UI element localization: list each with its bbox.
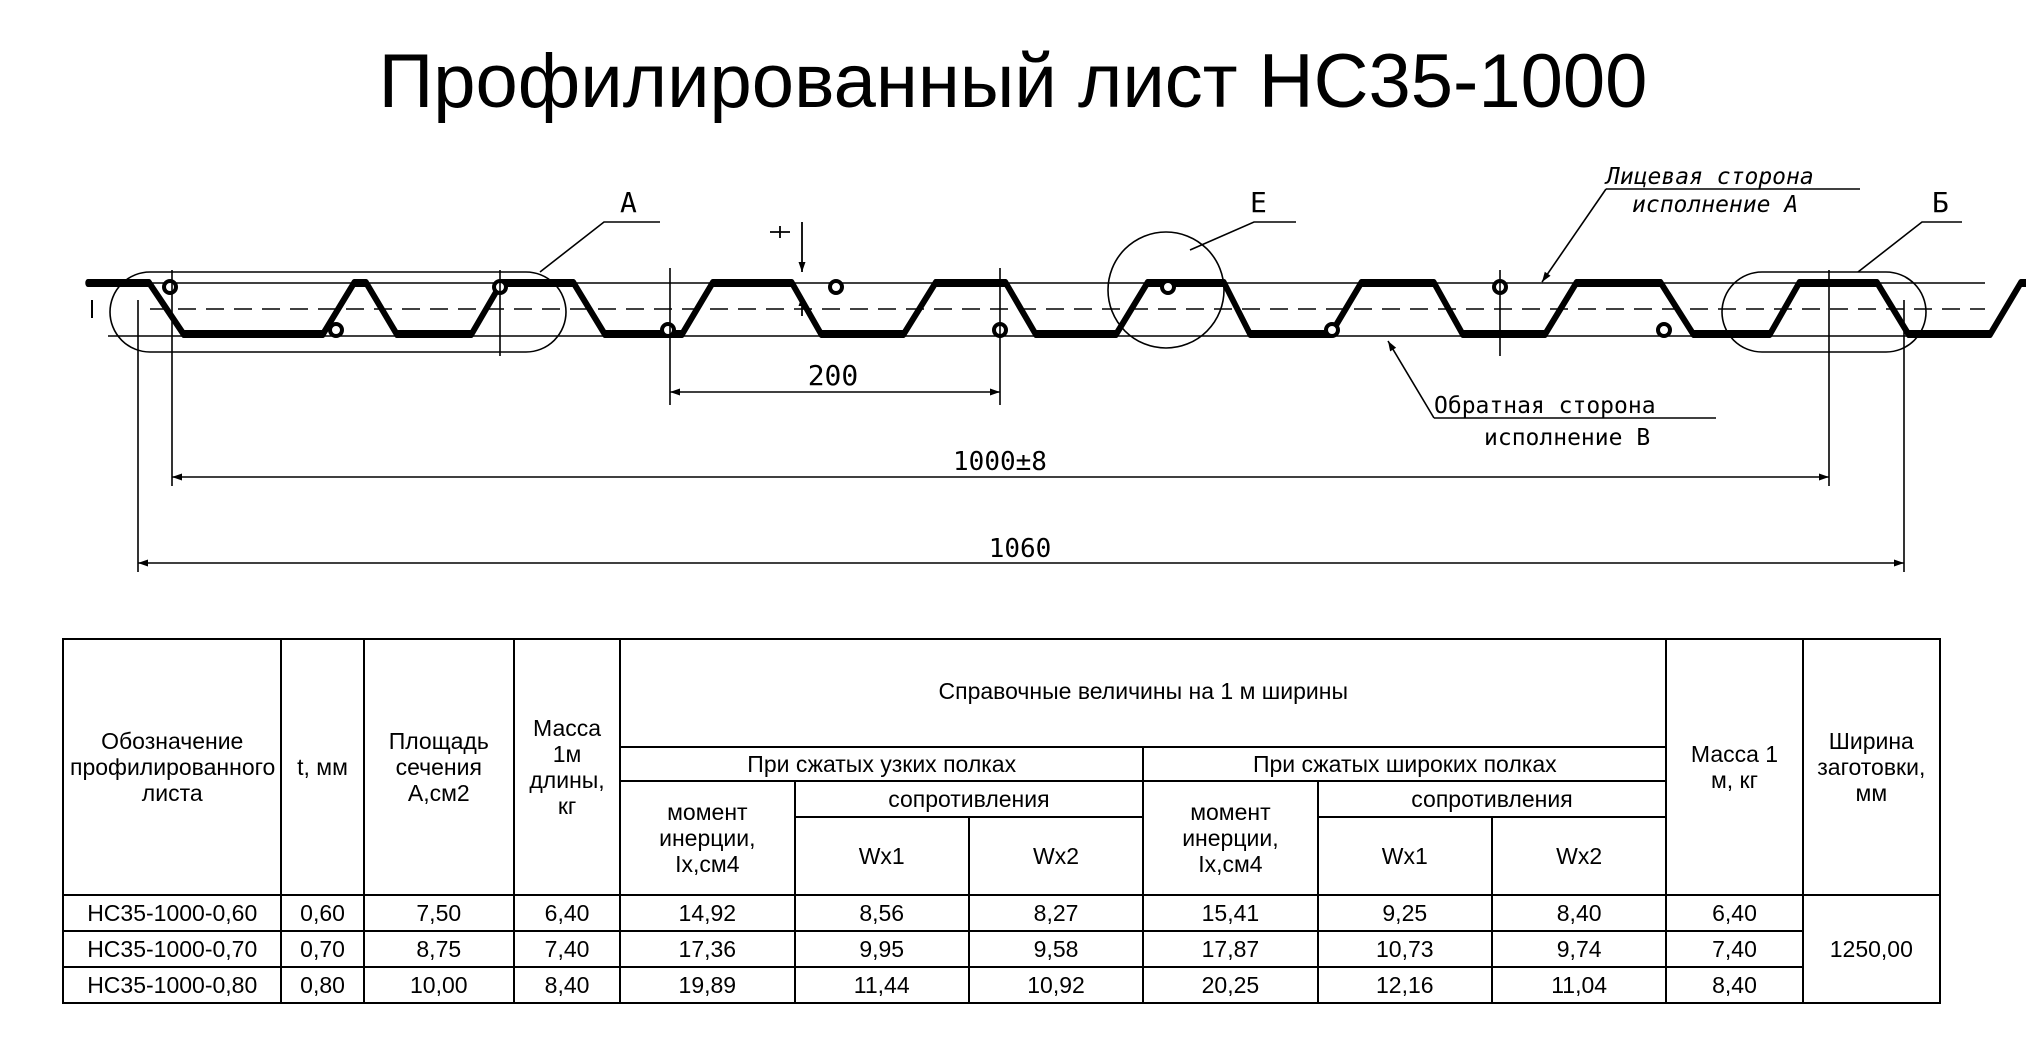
header-wx1-wide: Wx1	[1318, 817, 1492, 895]
face-side-label-line1: Лицевая сторона	[1606, 164, 1814, 190]
header-designation: Обозначение профилированного листа	[63, 639, 281, 895]
header-wx2-narrow: Wx2	[969, 817, 1143, 895]
cell-area: 10,00	[364, 967, 514, 1003]
cell-wx2-narrow: 8,27	[969, 895, 1143, 931]
total-width-value-text: 1060	[988, 534, 1052, 564]
cell-wx2-narrow: 9,58	[969, 931, 1143, 967]
cell-wx2-wide: 11,04	[1492, 967, 1666, 1003]
cell-ix-wide: 20,25	[1143, 967, 1317, 1003]
back-side-label-line2: исполнение В	[1484, 425, 1651, 451]
groove	[662, 324, 674, 336]
cell-wx1-wide: 9,25	[1318, 895, 1492, 931]
cell-wx1-wide: 10,73	[1318, 931, 1492, 967]
cell-name: НС35-1000-0,60	[63, 895, 281, 931]
pitch-dimension-value: 200	[807, 359, 859, 392]
callout-e-label: Е	[1250, 186, 1267, 219]
cell-wx1-narrow: 11,44	[795, 967, 969, 1003]
header-resistance-wide: сопротивления	[1318, 781, 1667, 817]
header-mass-length: Масса 1м длины, кг	[514, 639, 620, 895]
header-moment-narrow: момент инерции, Ix,см4	[620, 781, 794, 895]
header-wx2-wide: Wx2	[1492, 817, 1666, 895]
callout-a-label: А	[620, 186, 637, 219]
back-side-label-line1: Обратная сторона	[1434, 393, 1656, 419]
leader-lines	[540, 189, 1962, 418]
header-thickness: t, мм	[281, 639, 363, 895]
groove	[1326, 324, 1338, 336]
cell-mass: 7,40	[514, 931, 620, 967]
table-row	[63, 895, 1940, 931]
reference-lines	[108, 283, 1985, 336]
cell-wx1-wide: 12,16	[1318, 967, 1492, 1003]
groove	[164, 281, 176, 293]
page-title: Профилированный лист НС35-1000	[378, 39, 1648, 124]
cell-wx2-wide: 9,74	[1492, 931, 1666, 967]
header-area: Площадь сечения А,см2	[364, 639, 514, 895]
header-wx1-narrow: Wx1	[795, 817, 969, 895]
cell-wx2-narrow: 10,92	[969, 967, 1143, 1003]
cell-mass-m: 6,40	[1666, 895, 1802, 931]
cell-wx2-wide: 8,40	[1492, 895, 1666, 931]
cell-wx1-narrow: 8,56	[795, 895, 969, 931]
cell-ix-narrow: 17,36	[620, 931, 794, 967]
thickness-indicator	[770, 222, 802, 316]
cell-mass: 8,40	[514, 967, 620, 1003]
cell-name: НС35-1000-0,70	[63, 931, 281, 967]
cell-ix-narrow: 19,89	[620, 967, 794, 1003]
groove	[1658, 324, 1670, 336]
callout-b-label: Б	[1932, 186, 1949, 219]
header-wide-flanges: При сжатых широких полках	[1143, 747, 1666, 781]
useful-width-value: 1000±8	[953, 447, 1047, 477]
cell-name: НС35-1000-0,80	[63, 967, 281, 1003]
groove	[1162, 281, 1174, 293]
face-side-label-line2: исполнение А	[1632, 192, 1799, 218]
cell-t: 0,80	[281, 967, 363, 1003]
cell-blank-width: 1250,00	[1803, 895, 1940, 1003]
cell-mass-m: 8,40	[1666, 967, 1802, 1003]
cell-mass-m: 7,40	[1666, 931, 1802, 967]
cell-area: 7,50	[364, 895, 514, 931]
cell-mass: 6,40	[514, 895, 620, 931]
table-row	[63, 967, 1940, 1003]
cell-wx1-narrow: 9,95	[795, 931, 969, 967]
header-narrow-flanges: При сжатых узких полках	[620, 747, 1143, 781]
table-row	[63, 931, 1940, 967]
header-moment-wide: момент инерции, Ix,см4	[1143, 781, 1317, 895]
header-reference-values: Справочные величины на 1 м ширины	[620, 639, 1666, 747]
groove	[830, 281, 842, 293]
spec-table	[62, 638, 1941, 1004]
groove	[330, 324, 342, 336]
cell-ix-wide: 15,41	[1143, 895, 1317, 931]
cell-t: 0,70	[281, 931, 363, 967]
header-mass-per-meter: Масса 1 м, кг	[1666, 639, 1802, 895]
cell-t: 0,60	[281, 895, 363, 931]
cell-area: 8,75	[364, 931, 514, 967]
header-resistance-narrow: сопротивления	[795, 781, 1144, 817]
cell-ix-wide: 17,87	[1143, 931, 1317, 967]
detail-callouts	[110, 232, 1926, 352]
cell-ix-narrow: 14,92	[620, 895, 794, 931]
header-blank-width: Ширина заготовки, мм	[1803, 639, 1940, 895]
